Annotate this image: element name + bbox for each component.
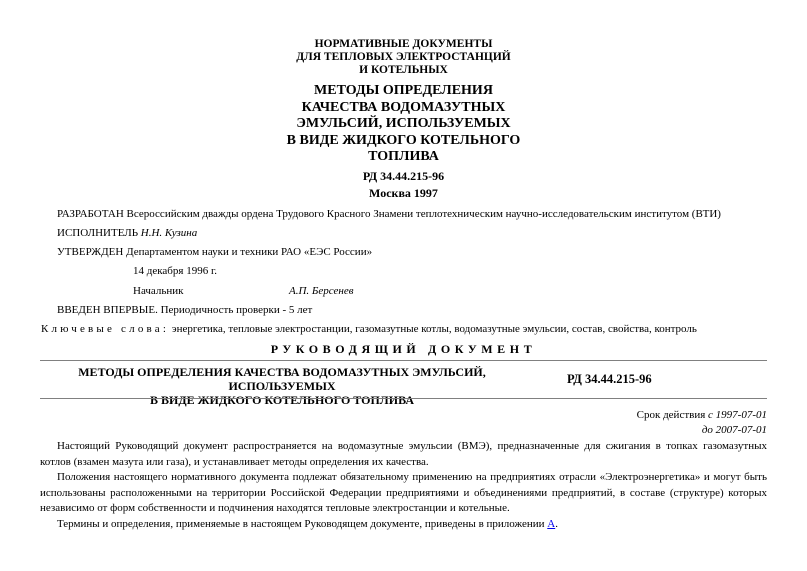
paragraph: Настоящий Руководящий документ распространяется на водомазутные эмульсии (ВМЭ), предназначенные для сжигания в топках газомазутных котлов (взамен мазута или газа), и устанавливает методы определения их качества. xyxy=(40,440,767,468)
series-line: НОРМАТИВНЫЕ ДОКУМЕНТЫ xyxy=(314,38,493,50)
approved-date: 14 декабря 1996 г. xyxy=(133,265,217,277)
performer-label: ИСПОЛНИТЕЛЬ xyxy=(57,227,139,239)
validity-from-date: 1997-07-01 xyxy=(715,409,767,421)
approved-by: УТВЕРЖДЕН Департаментом науки и техники РАО «ЕЭС России» xyxy=(57,246,373,258)
document-code: РД 34.44.215-96 xyxy=(362,169,445,183)
series-line: ДЛЯ ТЕПЛОВЫХ ЭЛЕКТРОСТАНЦИЙ xyxy=(296,51,511,63)
title-line: КАЧЕСТВА ВОДОМАЗУТНЫХ xyxy=(301,99,506,115)
document-main-title xyxy=(0,83,807,166)
document-body xyxy=(40,439,767,532)
keywords-text: энергетика, тепловые электростанции, газомазутные котлы, водомазутные эмульсии, состав, свойства, контроль xyxy=(171,323,697,335)
divider xyxy=(40,398,767,399)
validity-from-prefix: с xyxy=(708,409,713,421)
performer xyxy=(57,227,197,240)
appendix-a-link[interactable]: А xyxy=(547,517,556,530)
keywords-label: Ключевые слова: xyxy=(41,323,170,335)
paragraph-text: Термины и определения, применяемые в настоящем Руководящем документе, приведены в приложении xyxy=(57,517,545,530)
divider xyxy=(40,360,767,361)
title-line: ТОПЛИВА xyxy=(368,149,439,164)
paragraph: Положения настоящего нормативного документа подлежат обязательному применению на предприятиях отрасли «Электроэнергетика» и могут быть использованы расположенными на территории Российской Федерации предприятиями и объединениями предприятий, в составе (структуре) которых независимо от форм собственности и подчинения находятся тепловые электростанции и котельные. xyxy=(40,471,767,514)
keywords xyxy=(41,323,697,336)
performer-name: Н.Н. Кузина xyxy=(140,227,198,239)
validity-label: Срок действия xyxy=(636,409,706,421)
validity-from xyxy=(637,409,767,422)
paragraph xyxy=(40,517,767,533)
document-code-right: РД 34.44.215-96 xyxy=(567,372,652,386)
doc-title-line: МЕТОДЫ ОПРЕДЕЛЕНИЯ КАЧЕСТВА ВОДОМАЗУТНЫХ ЭМУЛЬСИЙ, ИСПОЛЬЗУЕМЫХ xyxy=(78,365,486,393)
validity-to-date: 2007-07-01 xyxy=(715,424,767,436)
document-kind: РУКОВОДЯЩИЙ ДОКУМЕНТ xyxy=(270,342,537,356)
title-line: В ВИДЕ ЖИДКОГО КОТЕЛЬНОГО xyxy=(286,132,521,148)
title-line: МЕТОДЫ ОПРЕДЕЛЕНИЯ xyxy=(314,83,493,98)
title-line: ЭМУЛЬСИЙ, ИСПОЛЬЗУЕМЫХ xyxy=(296,116,511,131)
validity-to-prefix: до xyxy=(701,424,713,436)
doc-title-line: В ВИДЕ ЖИДКОГО КОТЕЛЬНОГО ТОПЛИВА xyxy=(150,393,414,407)
city-year: Москва 1997 xyxy=(369,186,438,200)
introduced: ВВЕДЕН ВПЕРВЫЕ. Периодичность проверки - 5 лет xyxy=(57,304,313,316)
developed-by: РАЗРАБОТАН Всероссийским дважды ордена Трудового Красного Знамени теплотехническим научно-исследовательским институтом (ВТИ) xyxy=(57,208,721,220)
series-line: И КОТЕЛЬНЫХ xyxy=(359,64,448,76)
paragraph-end: . xyxy=(555,517,558,530)
series-title xyxy=(0,38,807,77)
document-title-block xyxy=(40,365,524,407)
validity-to xyxy=(702,424,767,437)
chief-name: А.П. Берсенев xyxy=(289,285,354,297)
chief-label: Начальник xyxy=(133,285,184,297)
